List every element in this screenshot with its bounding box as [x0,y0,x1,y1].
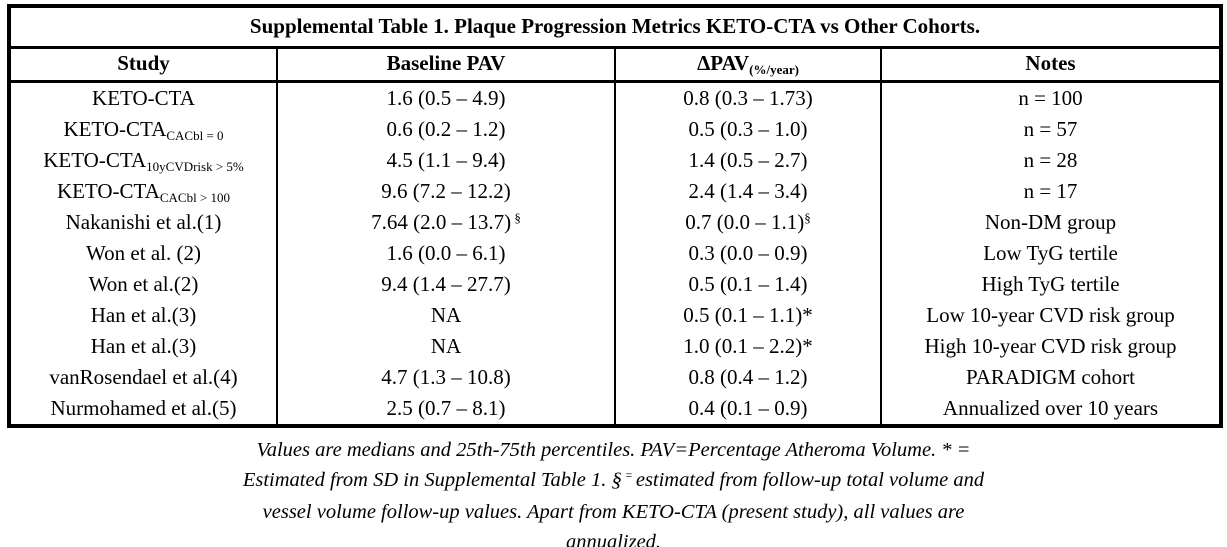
baseline-superscript: § [511,210,521,225]
notes-cell: n = 17 [881,176,1221,207]
table-title: Supplemental Table 1. Plaque Progression Metrics KETO-CTA vs Other Cohorts. [9,6,1221,48]
table-row [9,145,1221,176]
baseline-pav-cell [277,269,615,300]
delta-pav-value: 0.5 (0.1 – 1.1)* [683,303,813,327]
baseline-value: 9.4 (1.4 – 27.7) [381,272,511,296]
study-name: Han et al.(3) [90,303,197,327]
baseline-pav-cell [277,300,615,331]
study-cell [9,393,277,426]
footnote-line-4: annualized. [565,531,662,547]
baseline-pav-cell [277,393,615,426]
study-name: Won et al.(2) [88,272,199,296]
table-row [9,331,1221,362]
table-row [9,269,1221,300]
baseline-pav-cell [277,114,615,145]
baseline-value: 7.64 (2.0 – 13.7) [371,210,512,234]
col-header-delta-pav [615,48,881,82]
delta-pav-cell [615,269,881,300]
baseline-pav-cell [277,207,615,238]
baseline-pav-cell [277,331,615,362]
study-cell [9,207,277,238]
delta-pav-cell [615,145,881,176]
table-row [9,82,1221,115]
baseline-pav-cell [277,82,615,115]
table-row [9,176,1221,207]
table-row [9,238,1221,269]
footnote-line-2-text: Estimated from SD in Supplemental Table 1. § [242,469,622,491]
baseline-value: NA [430,334,462,358]
baseline-value: 4.5 (1.1 – 9.4) [386,148,506,172]
footnote-line-2-continuation: estimated from follow-up total volume and [635,469,985,491]
notes-cell: Annualized over 10 years [881,393,1221,426]
study-subscript: CACbl = 0 [166,128,224,143]
study-name: KETO-CTA [43,148,147,172]
study-name: KETO-CTA [63,117,167,141]
study-subscript: CACbl > 100 [159,190,231,205]
study-cell [9,269,277,300]
baseline-value: 1.6 (0.5 – 4.9) [386,86,506,110]
delta-pav-value: 1.0 (0.1 – 2.2)* [683,334,813,358]
study-cell [9,82,277,115]
delta-pav-unit-subscript: (%/year) [749,62,799,77]
notes-cell: Non-DM group [881,207,1221,238]
study-cell [9,114,277,145]
supplemental-table [7,4,1223,428]
footnote-equals-superscript: = [624,468,633,482]
delta-pav-value: 0.4 (0.1 – 0.9) [688,396,808,420]
delta-pav-value: 0.8 (0.3 – 1.73) [683,86,813,110]
delta-pav-value: 0.5 (0.1 – 1.4) [688,272,808,296]
baseline-pav-cell [277,362,615,393]
baseline-pav-cell [277,145,615,176]
delta-pav-cell [615,331,881,362]
delta-pav-cell [615,207,881,238]
notes-cell: High TyG tertile [881,269,1221,300]
delta-pav-cell [615,114,881,145]
baseline-pav-cell [277,176,615,207]
col-header-baseline-pav: Baseline PAV [277,48,615,82]
delta-pav-value: 0.8 (0.4 – 1.2) [688,365,808,389]
notes-cell: High 10-year CVD risk group [881,331,1221,362]
study-cell [9,145,277,176]
delta-pav-value: 0.5 (0.3 – 1.0) [688,117,808,141]
notes-cell: n = 57 [881,114,1221,145]
notes-cell: n = 28 [881,145,1221,176]
baseline-value: 0.6 (0.2 – 1.2) [386,117,506,141]
table-row [9,362,1221,393]
study-name: KETO-CTA [56,179,160,203]
baseline-pav-cell [277,238,615,269]
notes-cell: PARADIGM cohort [881,362,1221,393]
baseline-value: NA [430,303,462,327]
baseline-value: 4.7 (1.3 – 10.8) [381,365,511,389]
notes-cell: Low TyG tertile [881,238,1221,269]
table-row [9,114,1221,145]
baseline-value: 1.6 (0.0 – 6.1) [386,241,506,265]
study-name: Won et al. (2) [86,241,201,265]
delta-pav-cell [615,362,881,393]
study-cell [9,362,277,393]
delta-pav-value: 0.7 (0.0 – 1.1) [685,210,805,234]
study-cell [9,176,277,207]
delta-pav-cell [615,300,881,331]
delta-pav-value: 0.3 (0.0 – 0.9) [688,241,808,265]
baseline-value: 2.5 (0.7 – 8.1) [386,396,506,420]
col-header-study: Study [9,48,277,82]
study-cell [9,300,277,331]
notes-cell: Low 10-year CVD risk group [881,300,1221,331]
delta-pav-value: 1.4 (0.5 – 2.7) [688,148,808,172]
study-cell [9,331,277,362]
col-header-notes: Notes [881,48,1221,82]
footnote-line-3: vessel volume follow-up values. Apart from KETO-CTA (present study), all values are [262,501,965,523]
study-name: Nurmohamed et al.(5) [50,396,237,420]
delta-pav-cell [615,176,881,207]
delta-pav-cell [615,82,881,115]
delta-pav-cell [615,393,881,426]
footnote-line-2 [0,465,1227,497]
study-name: Nakanishi et al.(1) [65,210,222,234]
table-row [9,207,1221,238]
title-row [9,6,1221,48]
study-cell [9,238,277,269]
table-row [9,393,1221,426]
footnote [0,435,1227,547]
notes-cell: n = 100 [881,82,1221,115]
study-subscript: 10yCVDrisk > 5% [146,159,244,174]
header-row [9,48,1221,82]
study-name: Han et al.(3) [90,334,197,358]
delta-pav-cell [615,238,881,269]
delta-pav-superscript: § [804,210,811,225]
baseline-value: 9.6 (7.2 – 12.2) [381,179,511,203]
study-name: vanRosendael et al.(4) [49,365,238,389]
delta-pav-value: 2.4 (1.4 – 3.4) [688,179,808,203]
table-row [9,300,1221,331]
delta-pav-label: ΔPAV [697,51,750,75]
footnote-line-1: Values are medians and 25th-75th percentiles. PAV=Percentage Atheroma Volume. * = [256,439,971,461]
study-name: KETO-CTA [92,86,195,110]
